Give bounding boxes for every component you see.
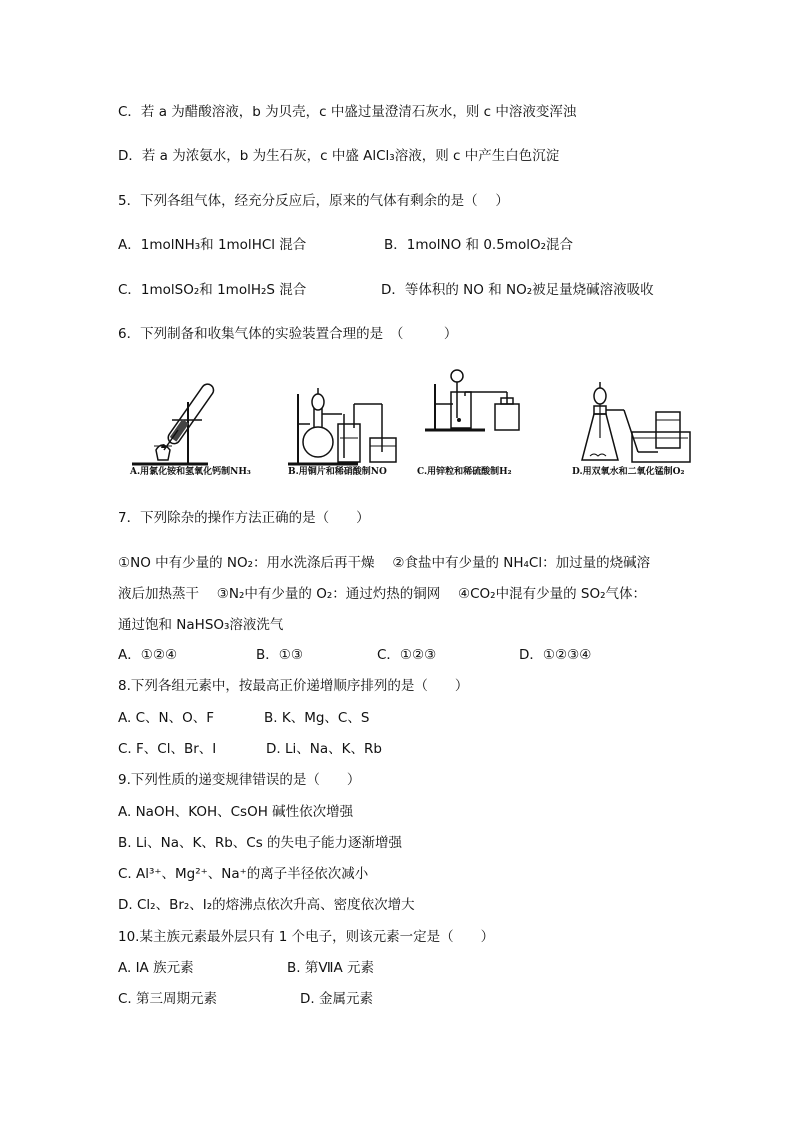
caption-d: D.用双氧水和二氧化锰制O₂ — [572, 467, 685, 477]
q7-option-b: B．①③ — [256, 647, 303, 663]
q4-option-d: D．若 a 为浓氨水，b 为生石灰，c 中盛 AlCl₃溶液，则 c 中产生白色沉淀 — [118, 148, 560, 164]
q8-option-c: C. F、Cl、Br、I — [118, 741, 217, 757]
q8-option-b: B. K、Mg、C、S — [264, 710, 370, 726]
q7-option-a: A．①②④ — [118, 647, 178, 663]
caption-a: A.用氯化铵和氢氧化钙制NH₃ — [130, 467, 251, 477]
q6-stem: 6．下列制备和收集气体的实验装置合理的是 （ ） — [118, 326, 458, 342]
q5-stem: 5．下列各组气体，经充分反应后，原来的气体有剩余的是（ ） — [118, 193, 509, 209]
q8-stem: 8.下列各组元素中，按最高正价递增顺序排列的是（ ） — [118, 678, 469, 694]
q7-option-c: C．①②③ — [377, 647, 437, 663]
apparatus-figure-a — [128, 368, 276, 478]
q7-text-line-2: 液后加热蒸干 ③N₂中有少量的 O₂：通过灼热的铜网 ④CO₂中混有少量的 SO₂气体： — [118, 586, 646, 602]
q9-option-b: B. Li、Na、K、Rb、Cs 的失电子能力逐渐增强 — [118, 835, 403, 851]
caption-b: B.用铜片和稀硝酸制NO — [288, 467, 387, 477]
q10-option-b: B. 第ⅦA 元素 — [287, 960, 374, 976]
q4-option-c: C．若 a 为醋酸溶液，b 为贝壳，c 中盛过量澄清石灰水，则 c 中溶液变浑浊 — [118, 104, 577, 120]
q10-stem: 10.某主族元素最外层只有 1 个电子，则该元素一定是（ ） — [118, 929, 495, 945]
q5-option-a: A．1molNH₃和 1molHCl 混合 — [118, 237, 307, 253]
q7-text-line-3: 通过饱和 NaHSO₃溶液洗气 — [118, 617, 284, 633]
q9-option-d: D. Cl₂、Br₂、I₂的熔沸点依次升高、密度依次增大 — [118, 897, 415, 913]
apparatus-figure-c — [417, 368, 535, 478]
q10-option-d: D. 金属元素 — [300, 991, 373, 1007]
q5-option-b: B．1molNO 和 0.5molO₂混合 — [384, 237, 573, 253]
q9-stem: 9.下列性质的递变规律错误的是（ ） — [118, 772, 361, 788]
q8-option-d: D. Li、Na、K、Rb — [266, 741, 382, 757]
q9-option-c: C. Al³⁺、Mg²⁺、Na⁺的离子半径依次减小 — [118, 866, 369, 882]
q8-option-a: A. C、N、O、F — [118, 710, 214, 726]
q5-option-c: C．1molSO₂和 1molH₂S 混合 — [118, 282, 307, 298]
q10-option-a: A. ⅠA 族元素 — [118, 960, 194, 976]
caption-c: C.用锌粒和稀硫酸制H₂ — [417, 467, 512, 477]
q7-text-line-1: ①NO 中有少量的 NO₂：用水洗涤后再干燥 ②食盐中有少量的 NH₄Cl：加过量的烧碱溶 — [118, 555, 651, 571]
apparatus-figure-d — [572, 368, 692, 478]
q7-option-d: D．①②③④ — [519, 647, 592, 663]
apparatus-figure-b — [288, 368, 408, 478]
q7-stem: 7．下列除杂的操作方法正确的是（ ） — [118, 510, 370, 526]
q9-option-a: A. NaOH、KOH、CsOH 碱性依次增强 — [118, 804, 354, 820]
q10-option-c: C. 第三周期元素 — [118, 991, 218, 1007]
q5-option-d: D．等体积的 NO 和 NO₂被足量烧碱溶液吸收 — [381, 282, 654, 298]
